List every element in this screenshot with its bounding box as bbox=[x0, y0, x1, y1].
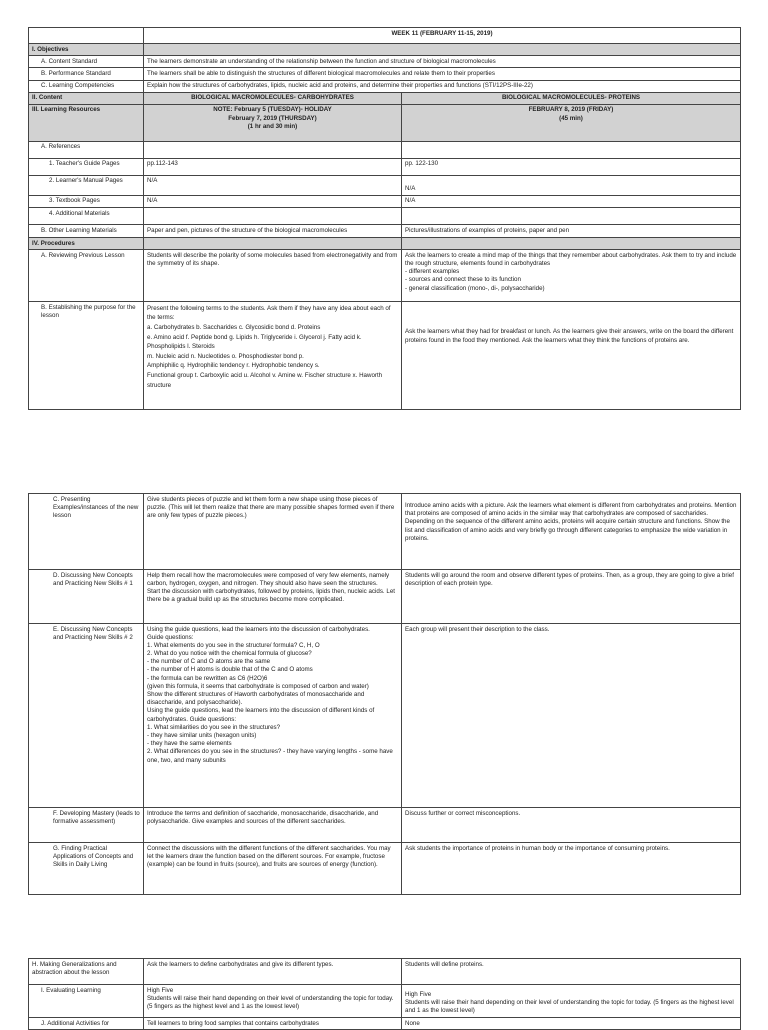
content-proteins: BIOLOGICAL MACROMOLECULES- PROTEINS bbox=[402, 92, 741, 104]
resources-schedule-proteins: FEBRUARY 8, 2019 (FRIDAY) (45 min) bbox=[402, 104, 741, 141]
procedure-b-carbohydrates: Present the following terms to the students. Ask them if they have any idea about each of the terms: a. Carbohydrates b. Saccharides c. Glycosidic bond d. Proteins e. Amino acid f. Peptide bond g. Lipids h. Triglyceride i. Glycerol j. Fatty acid k. Phospholipids l. Steroids m. Nucleic acid n. Nucleotides o. Phosphodiester bond p. Amphiphilic q. Hydrophilic tendency r. Hydrophobic tendency s. Functional group t. Carboxylic acid u. Alcohol v. Amine w. Fischer structure x. Haworth structure bbox=[144, 302, 402, 410]
teachers-guide-proteins: pp. 122-130 bbox=[402, 158, 741, 175]
blank-cell bbox=[29, 28, 144, 44]
blank-cell bbox=[144, 238, 402, 250]
learners-manual-proteins: N/A bbox=[402, 175, 741, 195]
learners-manual-label: 2. Learner's Manual Pages bbox=[29, 175, 144, 195]
procedure-f-proteins: Discuss further or correct misconceptions. bbox=[402, 808, 741, 843]
procedure-g-proteins: Ask students the importance of proteins in human body or the importance of consuming proteins. bbox=[402, 843, 741, 895]
lesson-plan-table-part-2 bbox=[28, 493, 741, 895]
procedure-i-carbohydrates: High Five Students will raise their hand depending on their level of understanding the topic for today. (5 fingers as the highest level and 1 as the lowest level) bbox=[144, 985, 402, 1018]
references-label: A. References bbox=[29, 141, 144, 158]
procedure-i-proteins: High Five Students will raise their hand depending on their level of understanding the topic for today. (5 fingers as the highest level and 1 as the lowest level) bbox=[402, 985, 741, 1018]
procedure-a-label: A. Reviewing Previous Lesson bbox=[29, 250, 144, 302]
textbook-proteins: N/A bbox=[402, 195, 741, 207]
procedure-c-proteins: Introduce amino acids with a picture. Ask the learners what element is different from carbohydrates and proteins. Mention that proteins are composed of amino acids in the similar way that carbohydrates are composed of saccharides. Depending on the sequence of the different amino acids, proteins will acquire certain structure and functions. Show the list and classification of amino acids and very briefly go through different categories to emphasize the wide variation in proteins. bbox=[402, 494, 741, 570]
content-standard-label: A. Content Standard bbox=[29, 56, 144, 68]
teachers-guide-label: 1. Teacher's Guide Pages bbox=[29, 158, 144, 175]
procedure-i-label: I. Evaluating Learning bbox=[29, 985, 144, 1018]
objectives-heading: I. Objectives bbox=[29, 44, 144, 56]
lesson-plan-table-part-1 bbox=[28, 27, 741, 410]
content-carbohydrates: BIOLOGICAL MACROMOLECULES- CARBOHYDRATES bbox=[144, 92, 402, 104]
learners-manual-carbohydrates: N/A bbox=[144, 175, 402, 195]
procedure-j-label: J. Additional Activities for bbox=[29, 1018, 144, 1030]
procedure-h-label: H. Making Generalizations and abstraction about the lesson bbox=[29, 959, 144, 985]
procedure-d-carbohydrates: Help them recall how the macromolecules were composed of very few elements, namely carbon, hydrogen, oxygen, and nitrogen. They should also have seen the structures. Start the discussion with carbohydrates, followed by proteins, lipids then, nucleic acids. Let there be a gradual build up as the structures become more complicated. bbox=[144, 570, 402, 624]
procedure-a-proteins: Ask the learners to create a mind map of the things that they remember about carbohydrates. Ask them to try and include the rough structure, elements found in carbohydrates - different examples - sources and connect these to its function - general classification (mono-, di-, polysaccharide) bbox=[402, 250, 741, 302]
textbook-label: 3. Textbook Pages bbox=[29, 195, 144, 207]
content-standard-text: The learners demonstrate an understanding of the relationship between the function and structure of biological macromolecules bbox=[144, 56, 741, 68]
performance-standard-text: The learners shall be able to distinguish the structures of different biological macromolecules and relate them to their properties bbox=[144, 68, 741, 80]
teachers-guide-carbohydrates: pp.112-143 bbox=[144, 158, 402, 175]
additional-materials-label: 4. Additional Materials bbox=[29, 208, 144, 225]
procedures-heading: IV. Procedures bbox=[29, 238, 144, 250]
procedure-c-carbohydrates: Give students pieces of puzzle and let them form a new shape using those pieces of puzzle. (This will let them realize that there are many possible shapes formed even if there are only few types of puzzle pieces.) bbox=[144, 494, 402, 570]
procedure-b-label: B. Establishing the purpose for the lesson bbox=[29, 302, 144, 410]
procedure-h-proteins: Students will define proteins. bbox=[402, 959, 741, 985]
learning-competencies-label: C. Learning Competencies bbox=[29, 80, 144, 92]
blank-cell bbox=[402, 141, 741, 158]
week-title: WEEK 11 (FEBRUARY 11-15, 2019) bbox=[144, 28, 741, 44]
performance-standard-label: B. Performance Standard bbox=[29, 68, 144, 80]
additional-materials-carbohydrates bbox=[144, 208, 402, 225]
procedure-j-proteins: None bbox=[402, 1018, 741, 1030]
procedure-e-label: E. Discussing New Concepts and Practicing New Skills # 2 bbox=[29, 624, 144, 808]
blank-cell bbox=[144, 141, 402, 158]
procedure-f-carbohydrates: Introduce the terms and definition of saccharide, monosaccharide, disaccharide, and polysaccharide. Give examples and sources of the different saccharides. bbox=[144, 808, 402, 843]
procedure-f-label: F. Developing Mastery (leads to formative assessment) bbox=[29, 808, 144, 843]
textbook-carbohydrates: N/A bbox=[144, 195, 402, 207]
procedure-g-label: G. Finding Practical Applications of Concepts and Skills in Daily Living bbox=[29, 843, 144, 895]
procedure-j-carbohydrates: Tell learners to bring food samples that contains carbohydrates bbox=[144, 1018, 402, 1030]
lesson-plan-table-part-3 bbox=[28, 958, 741, 1030]
learning-resources-heading: III. Learning Resources bbox=[29, 104, 144, 141]
blank-cell bbox=[144, 44, 741, 56]
procedure-c-label: C. Presenting Examples/instances of the new lesson bbox=[29, 494, 144, 570]
other-materials-proteins: Pictures/illustrations of examples of proteins, paper and pen bbox=[402, 225, 741, 238]
resources-schedule-carbohydrates: NOTE: February 5 (TUESDAY)- HOLIDAY February 7, 2019 (THURSDAY) (1 hr and 30 min) bbox=[144, 104, 402, 141]
other-materials-carbohydrates: Paper and pen, pictures of the structure of the biological macromolecules bbox=[144, 225, 402, 238]
procedure-d-label: D. Discussing New Concepts and Practicing New Skills # 1 bbox=[29, 570, 144, 624]
procedure-b-proteins: Ask the learners what they had for breakfast or lunch. As the learners give their answers, write on the board the different proteins found in the food they mentioned. Ask the learners what they think the functions of proteins are. bbox=[402, 302, 741, 410]
learning-competencies-text: Explain how the structures of carbohydrates, lipids, nucleic acid and proteins, and determine their properties and functions (STI/12PS-IIIe-22) bbox=[144, 80, 741, 92]
procedure-a-carbohydrates: Students will describe the polarity of some molecules based from electronegativity and from the symmetry of its shape. bbox=[144, 250, 402, 302]
additional-materials-proteins bbox=[402, 208, 741, 225]
procedure-h-carbohydrates: Ask the learners to define carbohydrates and give its different types. bbox=[144, 959, 402, 985]
other-materials-label: B. Other Learning Materials bbox=[29, 225, 144, 238]
procedure-d-proteins: Students will go around the room and observe different types of proteins. Then, as a group, they are going to give a brief description of each protein type. bbox=[402, 570, 741, 624]
procedure-g-carbohydrates: Connect the discussions with the different functions of the different saccharides. You may let the learners draw the function based on the different sources. For example, fructose (example) can be found in fruits (source), and fruits are sources of energy (function). bbox=[144, 843, 402, 895]
procedure-e-carbohydrates: Using the guide questions, lead the learners into the discussion of carbohydrates. Guide questions: 1. What elements do you see in the structure/ formula? C, H, O 2. What do you notice with the chemical formula of glucose? - the number of C and O atoms are the same - the number of H atoms is double that of the C and O atoms - the formula can be rewritten as C6 (H2O)6 (given this formula, it seems that carbohydrate is composed of carbon and water) Show the different structures of Haworth carbohydrates of monosaccharide and disaccharide, and polysaccharide). Using the guide questions, lead the learners into the discussion of different kinds of carbohydrates. Guide questions: 1. What similarities do you see in the structures? - they have similar units (hexagon units) - they have the same elements 2. What differences do you see in the structures? - they have varying lengths - some have one, two, and many subunits bbox=[144, 624, 402, 808]
blank-cell bbox=[402, 238, 741, 250]
procedure-e-proteins: Each group will present their description to the class. bbox=[402, 624, 741, 808]
content-heading: II. Content bbox=[29, 92, 144, 104]
